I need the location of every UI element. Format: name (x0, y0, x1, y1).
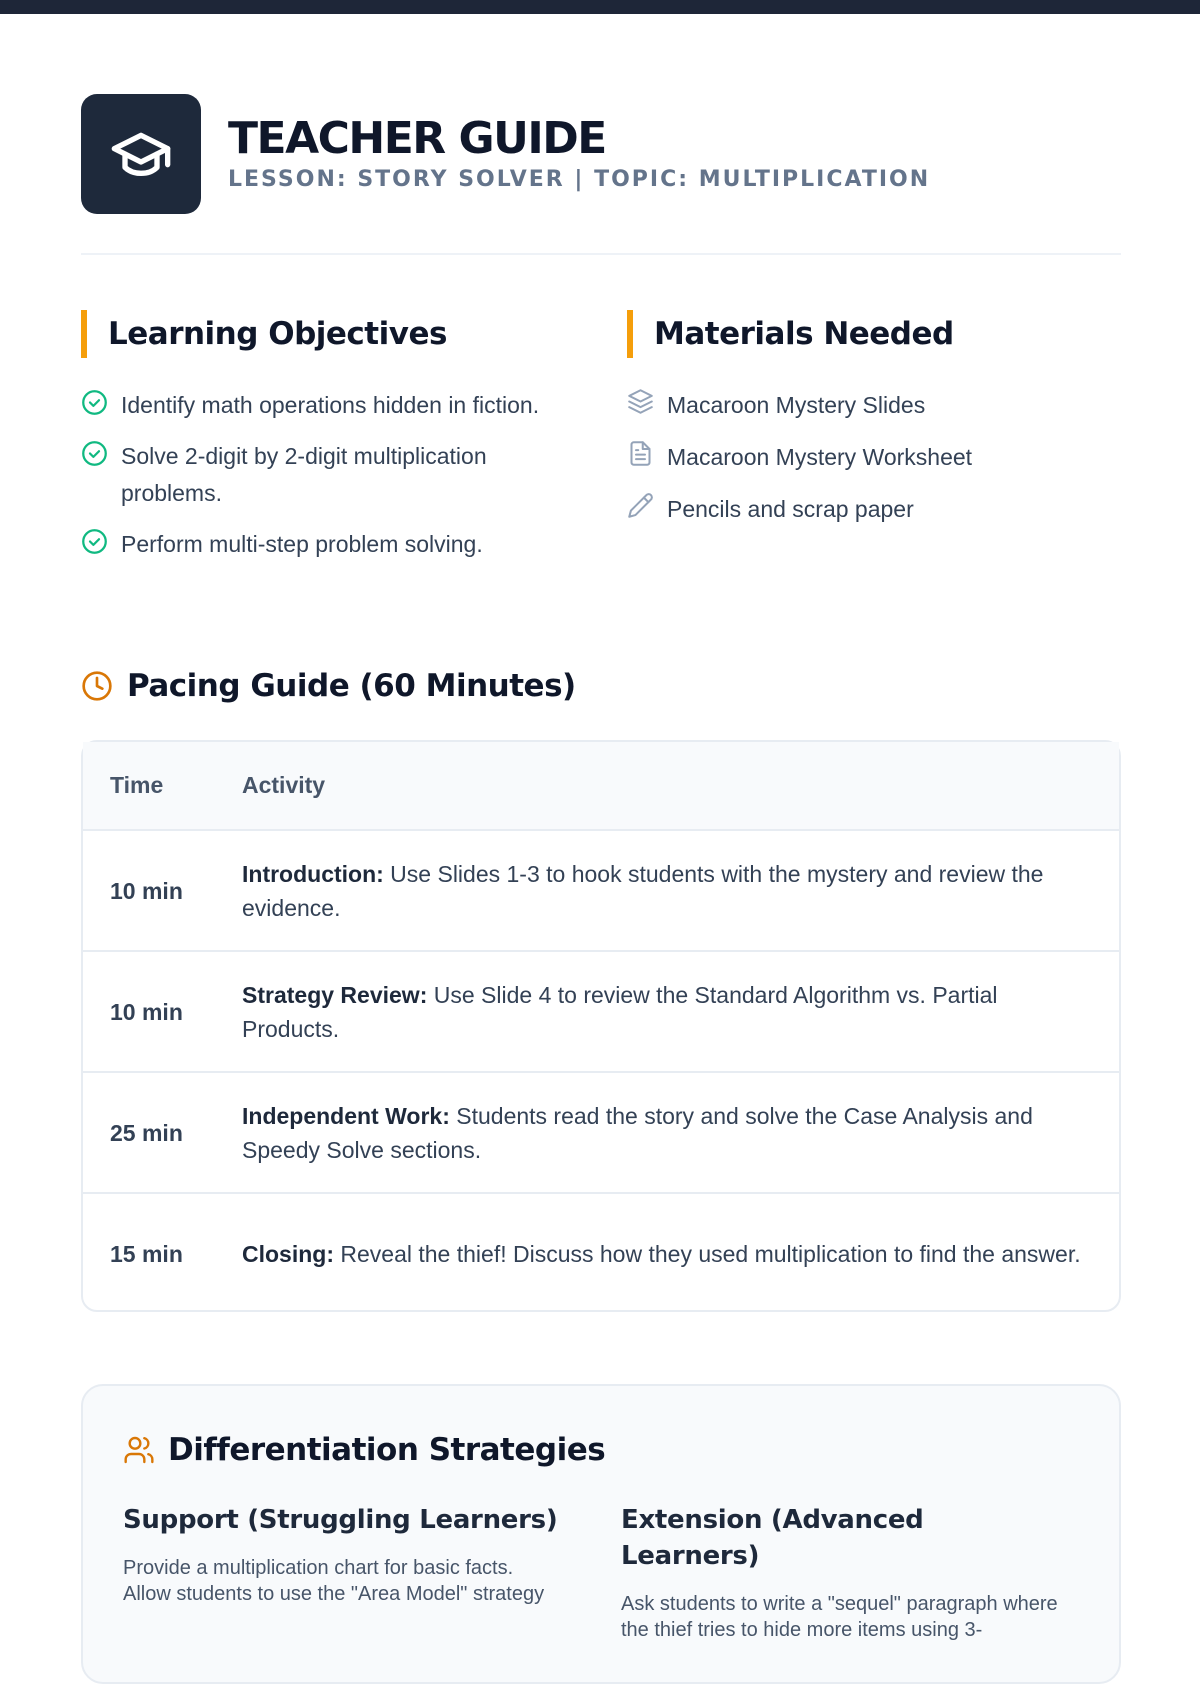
activity-text: Use Slide 4 to review the Standard Algorithm vs. Partial Products. (242, 981, 998, 1042)
activity-label: Closing: (242, 1241, 334, 1267)
row-activity (242, 830, 1119, 951)
row-time: 25 min (83, 1072, 242, 1193)
check-circle-icon (81, 528, 108, 555)
layers-icon (627, 388, 654, 415)
row-activity (242, 951, 1119, 1072)
check-circle-icon (81, 440, 108, 467)
pacing-heading-row (81, 666, 576, 706)
extension-heading: Extension (Advanced Learners) (621, 1505, 924, 1571)
objective-text: Perform multi-step problem solving. (121, 531, 483, 557)
teacher-guide-page (81, 94, 1121, 1641)
list-item (81, 387, 551, 424)
pacing-heading: Pacing Guide (60 Minutes) (127, 668, 576, 704)
material-label: Pencils and scrap paper (667, 496, 914, 522)
guide-header (81, 94, 1121, 214)
differentiation-heading-row (123, 1430, 605, 1470)
objectives-materials (81, 310, 1121, 610)
column-header-activity: Activity (242, 772, 326, 798)
activity-text: Use Slides 1-3 to hook students with the mystery and review the evidence. (242, 860, 1044, 921)
column-header-time: Time (110, 772, 164, 798)
row-time: 10 min (83, 951, 242, 1072)
row-activity (242, 1193, 1119, 1314)
page-title: TEACHER GUIDE (228, 113, 606, 164)
material-label: Macaroon Mystery Worksheet (667, 444, 973, 470)
support-text: Provide a multiplication chart for basic facts. Allow students to use the "Area Model" strategy (123, 1557, 545, 1605)
list-item (627, 387, 1121, 424)
differentiation-card (81, 1384, 1121, 1684)
table-row (83, 1193, 1119, 1314)
pencil-icon (627, 492, 654, 519)
list-item (627, 491, 1121, 528)
activity-label: Independent Work: (242, 1102, 450, 1129)
list-item (81, 438, 551, 512)
logo-badge (81, 94, 201, 214)
differentiation-heading: Differentiation Strategies (168, 1432, 606, 1468)
document-icon (627, 440, 654, 467)
activity-label: Strategy Review: (242, 981, 428, 1008)
extension-text: Ask students to write a "sequel" paragraph where the thief tries to hide more items using 3- (621, 1593, 1058, 1641)
objectives-list (81, 387, 551, 563)
materials-heading: Materials Needed (654, 316, 954, 352)
support-column (123, 1502, 563, 1607)
objective-text: Solve 2-digit by 2-digit multiplication problems. (121, 443, 487, 506)
support-heading: Support (Struggling Learners) (123, 1505, 558, 1535)
materials-section (627, 310, 1121, 543)
activity-label: Introduction: (242, 860, 384, 887)
table-header-row (83, 742, 1119, 830)
activity-text: Reveal the thief! Discuss how they used multiplication to find the answer. (334, 1241, 1081, 1267)
header-text (228, 113, 930, 195)
clock-icon (81, 670, 113, 702)
pacing-table-grid (83, 742, 1119, 1314)
row-activity (242, 1072, 1119, 1193)
materials-list (627, 387, 1121, 528)
table-row (83, 1072, 1119, 1193)
table-row (83, 951, 1119, 1072)
extension-column (621, 1502, 1061, 1643)
learning-objectives-heading: Learning Objectives (108, 316, 447, 352)
section-heading (627, 310, 1121, 358)
pacing-table (81, 740, 1121, 1312)
section-heading (81, 310, 551, 358)
table-row (83, 830, 1119, 951)
top-bar (0, 0, 1200, 14)
header-divider (81, 253, 1121, 255)
page-subtitle: LESSON: STORY SOLVER | TOPIC: MULTIPLICATION (228, 167, 931, 192)
objective-text: Identify math operations hidden in fiction. (121, 392, 540, 418)
list-item (627, 439, 1121, 476)
users-icon (123, 1434, 155, 1466)
list-item (81, 526, 551, 563)
check-circle-icon (81, 389, 108, 416)
row-time: 15 min (83, 1193, 242, 1314)
activity-text: Students read the story and solve the Case Analysis and Speedy Solve sections. (242, 1102, 1033, 1163)
graduation-cap-icon (109, 122, 173, 186)
row-time: 10 min (83, 830, 242, 951)
material-label: Macaroon Mystery Slides (667, 392, 926, 418)
learning-objectives-section (81, 310, 551, 577)
